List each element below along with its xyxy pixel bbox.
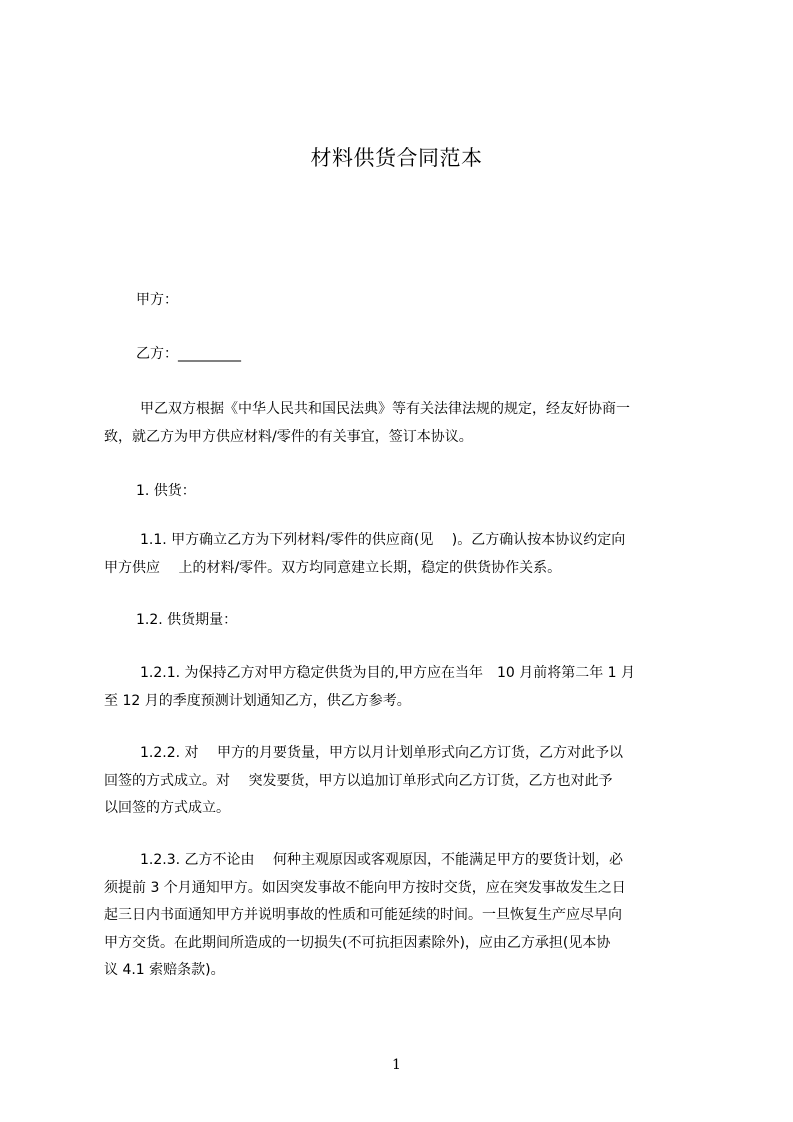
- clause-1-2-2: [104, 740, 704, 823]
- clause-1-2-2-line-2: 回签的方式成立。对 突发要货，甲方以追加订单形式向乙方订货，乙方也对此予: [104, 772, 613, 789]
- document-title: 材料供货合同范本: [310, 146, 483, 170]
- clause-1-1-line-2: 甲方供应 上的材料/零件。双方均同意建立长期，稳定的供货协作关系。: [104, 559, 562, 576]
- clause-1-1: [104, 527, 704, 582]
- party-b-line: 乙方：_________: [136, 346, 241, 362]
- clause-1-2-3: [104, 847, 704, 985]
- section-1-heading: 1. 供货：: [136, 483, 196, 499]
- clause-1-2-1-line-2: 至 12 月的季度预测计划通知乙方，供乙方参考。: [104, 692, 411, 709]
- clause-1-2-3-line-5: 议 4.1 索赔条款)。: [104, 962, 225, 978]
- clause-1-2-2-line-3: 以回签的方式成立。: [104, 800, 230, 816]
- intro-line-2: 致，就乙方为甲方供应材料/零件的有关事宜，签订本协议。: [104, 428, 473, 445]
- clause-1-2-3-line-1: 1.2.3. 乙方不论由 何种主观原因或客观原因，不能满足甲方的要货计划，必: [140, 852, 623, 868]
- clause-1-2-3-line-2: 须提前 3 个月通知甲方。如因突发事故不能向甲方按时交货，应在突发事故发生之日: [104, 879, 626, 896]
- intro-line-1: 甲乙双方根据《中华人民共和国民法典》等有关法律法规的规定，经友好协商一: [140, 401, 630, 417]
- clause-1-1-line-1: 1.1. 甲方确立乙方为下列材料/零件的供应商(见 )。乙方确认按本协议约定向: [140, 532, 626, 548]
- page-number: 1: [392, 1057, 401, 1073]
- clause-1-2-1: [104, 660, 704, 715]
- clause-1-2-heading: 1.2. 供货期量：: [136, 612, 238, 628]
- intro-paragraph: [104, 396, 704, 451]
- clause-1-2-3-line-4: 甲方交货。在此期间所造成的一切损失(不可抗拒因素除外)，应由乙方承担(见本协: [104, 934, 611, 951]
- clause-1-2-3-line-3: 起三日内书面通知甲方并说明事故的性质和可能延续的时间。一旦恢复生产应尽早向: [104, 907, 622, 923]
- party-a-line: 甲方：: [136, 292, 178, 308]
- clause-1-2-2-line-1: 1.2.2. 对 甲方的月要货量，甲方以月计划单形式向乙方订货，乙方对此予以: [140, 745, 623, 761]
- clause-1-2-1-line-1: 1.2.1. 为保持乙方对甲方稳定供货为目的,甲方应在当年 10 月前将第二年 1 月: [140, 665, 636, 681]
